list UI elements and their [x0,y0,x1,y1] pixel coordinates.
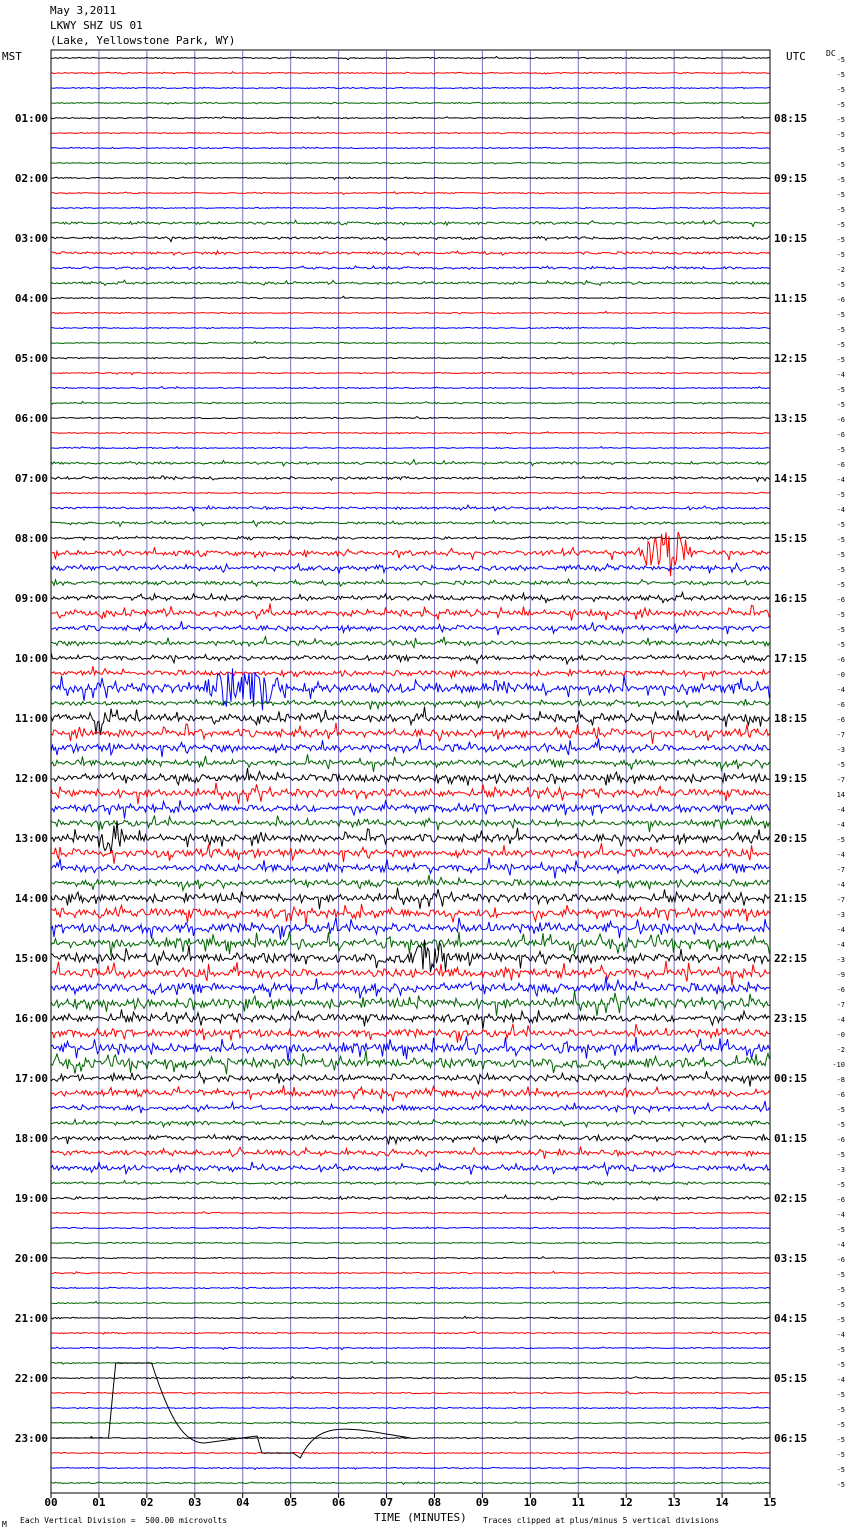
trace-row-10 [51,207,770,209]
right-hour-label: 03:15 [774,1252,808,1265]
dc-offset-row-20: -5 [836,356,845,364]
trace-row-65 [51,1024,770,1043]
trace-row-8 [51,177,770,180]
right-hour-label: 14:15 [774,472,808,485]
trace-row-76 [51,1195,770,1200]
trace-row-83 [51,1301,770,1303]
right-hour-label: 23:15 [774,1012,808,1025]
dc-offset-row-83: -5 [836,1301,845,1309]
dc-offset-row-3: -5 [836,101,845,109]
dc-offset-row-37: -5 [836,611,845,619]
trace-row-90 [51,1407,770,1409]
dc-offset-row-87: -5 [836,1361,845,1369]
dc-offset-row-14: -2 [836,266,845,274]
trace-row-86 [51,1347,770,1350]
dc-offset-row-19: -5 [836,341,845,349]
trace-row-44 [51,707,770,736]
trace-row-80 [51,1257,770,1259]
dc-offset-row-88: -4 [836,1376,845,1384]
dc-offset-row-11: -5 [836,221,845,229]
dc-offset-row-42: -4 [836,686,845,694]
left-hour-label: 02:00 [14,172,48,185]
right-hour-label: 00:15 [774,1072,808,1085]
left-hour-label: 04:00 [14,292,48,305]
trace-row-82 [51,1287,770,1288]
dc-offset-row-59: -4 [836,941,845,949]
trace-row-48 [51,768,770,786]
trace-row-29 [51,492,770,494]
right-hour-label: 10:15 [774,232,808,245]
trace-row-66 [51,1036,770,1061]
trace-row-84 [51,1316,770,1319]
right-hour-label: 06:15 [774,1432,808,1445]
dc-offset-row-46: -3 [836,746,845,754]
trace-row-57 [51,904,770,925]
dc-offset-row-41: -0 [836,671,845,679]
trace-row-43 [51,699,770,709]
dc-offset-row-24: -6 [836,416,845,424]
trace-row-9 [51,192,770,195]
dc-offset-row-86: -5 [836,1346,845,1354]
dc-offset-row-15: -5 [836,281,845,289]
right-hour-label: 02:15 [774,1192,808,1205]
dc-offset-row-79: -4 [836,1241,845,1249]
dc-offset-row-49: 14 [836,791,845,799]
x-tick-label-12: 12 [619,1496,633,1509]
dc-offset-row-75: -5 [836,1181,845,1189]
dc-offset-row-25: -6 [836,431,845,439]
trace-row-31 [51,521,770,527]
dc-offset-row-18: -5 [836,326,845,334]
trace-row-61 [51,961,770,986]
dc-offset-row-28: -4 [836,476,845,484]
dc-offset-row-13: -5 [836,251,845,259]
right-hour-label: 11:15 [774,292,808,305]
right-hour-label: 09:15 [774,172,808,185]
dc-offset-row-91: -5 [836,1421,845,1429]
left-hour-label: 14:00 [14,892,48,905]
trace-row-28 [51,476,770,481]
dc-offset-row-66: -2 [836,1046,845,1054]
dc-offset-row-62: -6 [836,986,845,994]
dc-offset-row-71: -5 [836,1121,845,1129]
trace-row-19 [51,341,770,344]
left-hour-label: 19:00 [14,1192,48,1205]
trace-row-85 [51,1332,770,1335]
dc-offset-row-2: -5 [836,86,845,94]
dc-offset-row-1: -5 [836,71,845,79]
trace-row-17 [51,311,770,313]
dc-offset-row-5: -5 [836,131,845,139]
left-hour-label: 01:00 [14,112,48,125]
trace-row-67 [51,1050,770,1074]
left-hour-label: 10:00 [14,652,48,665]
x-tick-label-03: 03 [188,1496,202,1509]
trace-row-27 [51,460,770,467]
left-hour-label: 09:00 [14,592,48,605]
trace-row-59 [51,931,770,956]
x-tick-label-10: 10 [523,1496,537,1509]
dc-offset-row-38: -5 [836,626,845,634]
left-hour-label: 12:00 [14,772,48,785]
dc-offset-row-22: -5 [836,386,845,394]
dc-offset-row-93: -5 [836,1451,845,1459]
trace-row-41 [51,666,770,680]
trace-row-40 [51,652,770,664]
right-hour-label: 20:15 [774,832,808,845]
right-hour-label: 05:15 [774,1372,808,1385]
trace-row-69 [51,1085,770,1101]
right-timezone-label: UTC [786,50,806,63]
left-hour-label: 07:00 [14,472,48,485]
dc-offset-row-54: -7 [836,866,845,874]
trace-row-77 [51,1212,770,1214]
trace-row-46 [51,738,770,757]
dc-offset-row-53: -4 [836,851,845,859]
trace-row-78 [51,1227,770,1229]
dc-offset-row-26: -5 [836,446,845,454]
dc-offset-row-72: -6 [836,1136,845,1144]
x-tick-label-04: 04 [236,1496,250,1509]
trace-row-12 [51,236,770,242]
dc-offset-row-43: -6 [836,701,845,709]
trace-row-45 [51,723,770,744]
trace-row-3 [51,102,770,104]
trace-row-94 [51,1467,770,1469]
dc-offset-row-77: -4 [836,1211,845,1219]
dc-offset-row-31: -5 [836,521,845,529]
trace-row-6 [51,147,770,149]
left-hour-label: 23:00 [14,1432,48,1445]
dc-offset-row-56: -7 [836,896,845,904]
trace-row-35 [51,579,770,586]
dc-offset-row-89: -5 [836,1391,845,1399]
dc-offset-row-94: -5 [836,1466,845,1474]
trace-row-53 [51,843,770,864]
dc-offset-row-70: -5 [836,1106,845,1114]
trace-row-68 [51,1071,770,1086]
dc-offset-row-68: -8 [836,1076,845,1084]
x-axis-label: TIME (MINUTES) [374,1511,467,1524]
left-hour-label: 18:00 [14,1132,48,1145]
dc-offset-row-36: -6 [836,596,845,604]
corner-mark: M [2,1520,7,1529]
trace-row-63 [51,991,770,1016]
trace-row-36 [51,592,770,602]
x-tick-label-06: 06 [331,1496,346,1509]
trace-row-70 [51,1101,770,1114]
dc-offset-row-45: -7 [836,731,845,739]
right-hour-label: 04:15 [774,1312,808,1325]
x-tick-label-11: 11 [571,1496,585,1509]
trace-row-62 [51,976,770,998]
dc-offset-row-63: -7 [836,1001,845,1009]
dc-offset-row-17: -5 [836,311,845,319]
x-tick-label-01: 01 [92,1496,106,1509]
trace-row-30 [51,505,770,511]
left-hour-label: 11:00 [14,712,48,725]
trace-row-51 [51,816,770,833]
dc-offset-row-58: -4 [836,926,845,934]
dc-offset-row-6: -5 [836,146,845,154]
trace-row-64 [51,1010,770,1029]
trace-row-88 [51,1377,770,1380]
x-tick-label-08: 08 [427,1496,442,1509]
dc-offset-row-0: -5 [836,56,845,64]
left-hour-label: 05:00 [14,352,48,365]
dc-offset-row-35: -5 [836,581,845,589]
dc-offset-row-67: -10 [832,1061,845,1069]
x-tick-label-05: 05 [284,1496,298,1509]
dc-offset-row-61: -9 [836,971,845,979]
dc-offset-row-84: -5 [836,1316,845,1324]
trace-row-2 [51,87,770,89]
dc-offset-row-69: -6 [836,1091,845,1099]
left-hour-label: 20:00 [14,1252,48,1265]
left-hour-label: 06:00 [14,412,48,425]
header-station: LKWY SHZ US 01 [50,19,143,32]
right-hour-label: 15:15 [774,532,808,545]
right-hour-label: 17:15 [774,652,808,665]
dc-offset-row-21: -4 [836,371,845,379]
right-hour-label: 21:15 [774,892,808,905]
trace-row-58 [51,918,770,940]
trace-row-87 [51,1362,770,1365]
trace-row-55 [51,875,770,891]
x-tick-label-07: 07 [379,1496,394,1509]
trace-row-71 [51,1120,770,1127]
trace-row-11 [51,220,770,226]
dc-offset-row-39: -5 [836,641,845,649]
trace-row-54 [51,858,770,879]
trace-row-74 [51,1162,770,1175]
dc-offset-row-64: -4 [836,1016,845,1024]
trace-row-0 [51,56,770,59]
trace-row-18 [51,327,770,329]
trace-row-16 [51,296,770,298]
trace-row-24 [51,417,770,419]
dc-offset-row-55: -4 [836,881,845,889]
dc-offset-row-29: -5 [836,491,845,499]
trace-row-4 [51,117,770,119]
dc-offset-row-9: -5 [836,191,845,199]
dc-offset-row-51: -4 [836,821,845,829]
dc-offset-row-82: -5 [836,1286,845,1294]
trace-row-72 [51,1134,770,1144]
dc-offset-row-40: -6 [836,656,845,664]
trace-row-21 [51,372,770,375]
dc-offset-row-23: -5 [836,401,845,409]
dc-offset-row-8: -5 [836,176,845,184]
trace-row-56 [51,888,770,909]
right-hour-label: 12:15 [774,352,808,365]
trace-row-73 [51,1147,770,1159]
trace-row-34 [51,563,770,573]
trace-row-93 [51,1452,770,1454]
trace-row-75 [51,1181,770,1186]
trace-row-15 [51,280,770,285]
trace-row-5 [51,132,770,134]
trace-row-22 [51,387,770,389]
dc-offset-row-10: -5 [836,206,845,214]
dc-offset-row-95: -5 [836,1481,845,1489]
dc-label: DC [826,49,836,58]
dc-offset-row-7: -5 [836,161,845,169]
dc-offset-row-78: -5 [836,1226,845,1234]
trace-row-33 [51,532,770,576]
trace-row-23 [51,402,770,405]
dc-offset-row-81: -5 [836,1271,845,1279]
trace-row-47 [51,754,770,772]
dc-offset-row-48: -7 [836,776,845,784]
right-hour-label: 13:15 [774,412,808,425]
left-hour-label: 08:00 [14,532,48,545]
dc-offset-row-4: -5 [836,116,845,124]
right-hour-label: 19:15 [774,772,808,785]
dc-offset-row-57: -3 [836,911,845,919]
x-tick-label-14: 14 [715,1496,729,1509]
trace-row-52 [51,821,770,854]
dc-offset-row-65: -0 [836,1031,845,1039]
clip-note: Traces clipped at plus/minus 5 vertical divisions [483,1516,720,1525]
trace-row-50 [51,800,770,818]
right-hour-label: 18:15 [774,712,808,725]
dc-offset-row-33: -5 [836,551,845,559]
x-tick-label-00: 00 [44,1496,58,1509]
trace-row-81 [51,1271,770,1273]
trace-row-91 [51,1422,770,1424]
dc-offset-row-30: -4 [836,506,845,514]
x-tick-label-02: 02 [140,1496,154,1509]
dc-offset-row-74: -3 [836,1166,845,1174]
dc-offset-row-52: -5 [836,836,845,844]
left-hour-label: 16:00 [14,1012,48,1025]
trace-row-20 [51,357,770,360]
left-hour-label: 17:00 [14,1072,48,1085]
trace-row-26 [51,447,770,449]
x-tick-label-09: 09 [475,1496,490,1509]
dc-offset-row-73: -5 [836,1151,845,1159]
left-hour-label: 15:00 [14,952,48,965]
trace-row-37 [51,604,770,621]
trace-row-39 [51,637,770,648]
dc-offset-row-76: -6 [836,1196,845,1204]
trace-row-95 [51,1482,770,1485]
trace-row-1 [51,72,770,75]
dc-offset-row-47: -5 [836,761,845,769]
dc-offset-row-27: -6 [836,461,845,469]
right-hour-label: 01:15 [774,1132,808,1145]
dc-offset-row-92: -5 [836,1436,845,1444]
trace-row-14 [51,266,770,270]
dc-offset-row-60: -3 [836,956,845,964]
left-hour-label: 03:00 [14,232,48,245]
left-hour-label: 21:00 [14,1312,48,1325]
trace-row-49 [51,783,770,804]
x-tick-label-15: 15 [763,1496,777,1509]
left-timezone-label: MST [2,50,22,63]
trace-row-25 [51,432,770,434]
dc-offset-row-32: -5 [836,536,845,544]
trace-row-13 [51,251,770,255]
dc-offset-row-80: -6 [836,1256,845,1264]
plot-frame [51,50,770,1493]
left-hour-label: 13:00 [14,832,48,845]
dc-offset-row-90: -5 [836,1406,845,1414]
dc-offset-row-44: -6 [836,716,845,724]
trace-row-7 [51,162,770,164]
dc-offset-row-50: -4 [836,806,845,814]
scale-note: Each Vertical Division = 500.00 microvolts [20,1516,228,1525]
dc-offset-row-34: -5 [836,566,845,574]
left-hour-label: 22:00 [14,1372,48,1385]
trace-row-89 [51,1392,770,1395]
right-hour-label: 22:15 [774,952,808,965]
transient-pulse [51,1363,411,1458]
x-tick-label-13: 13 [667,1496,681,1509]
right-hour-label: 08:15 [774,112,808,125]
dc-offset-row-16: -6 [836,296,845,304]
dc-offset-row-12: -5 [836,236,845,244]
header-date: May 3,2011 [50,4,117,17]
header-location: (Lake, Yellowstone Park, WY) [50,34,236,47]
trace-row-38 [51,621,770,635]
trace-row-79 [51,1242,770,1244]
right-hour-label: 16:15 [774,592,808,605]
dc-offset-row-85: -4 [836,1331,845,1339]
